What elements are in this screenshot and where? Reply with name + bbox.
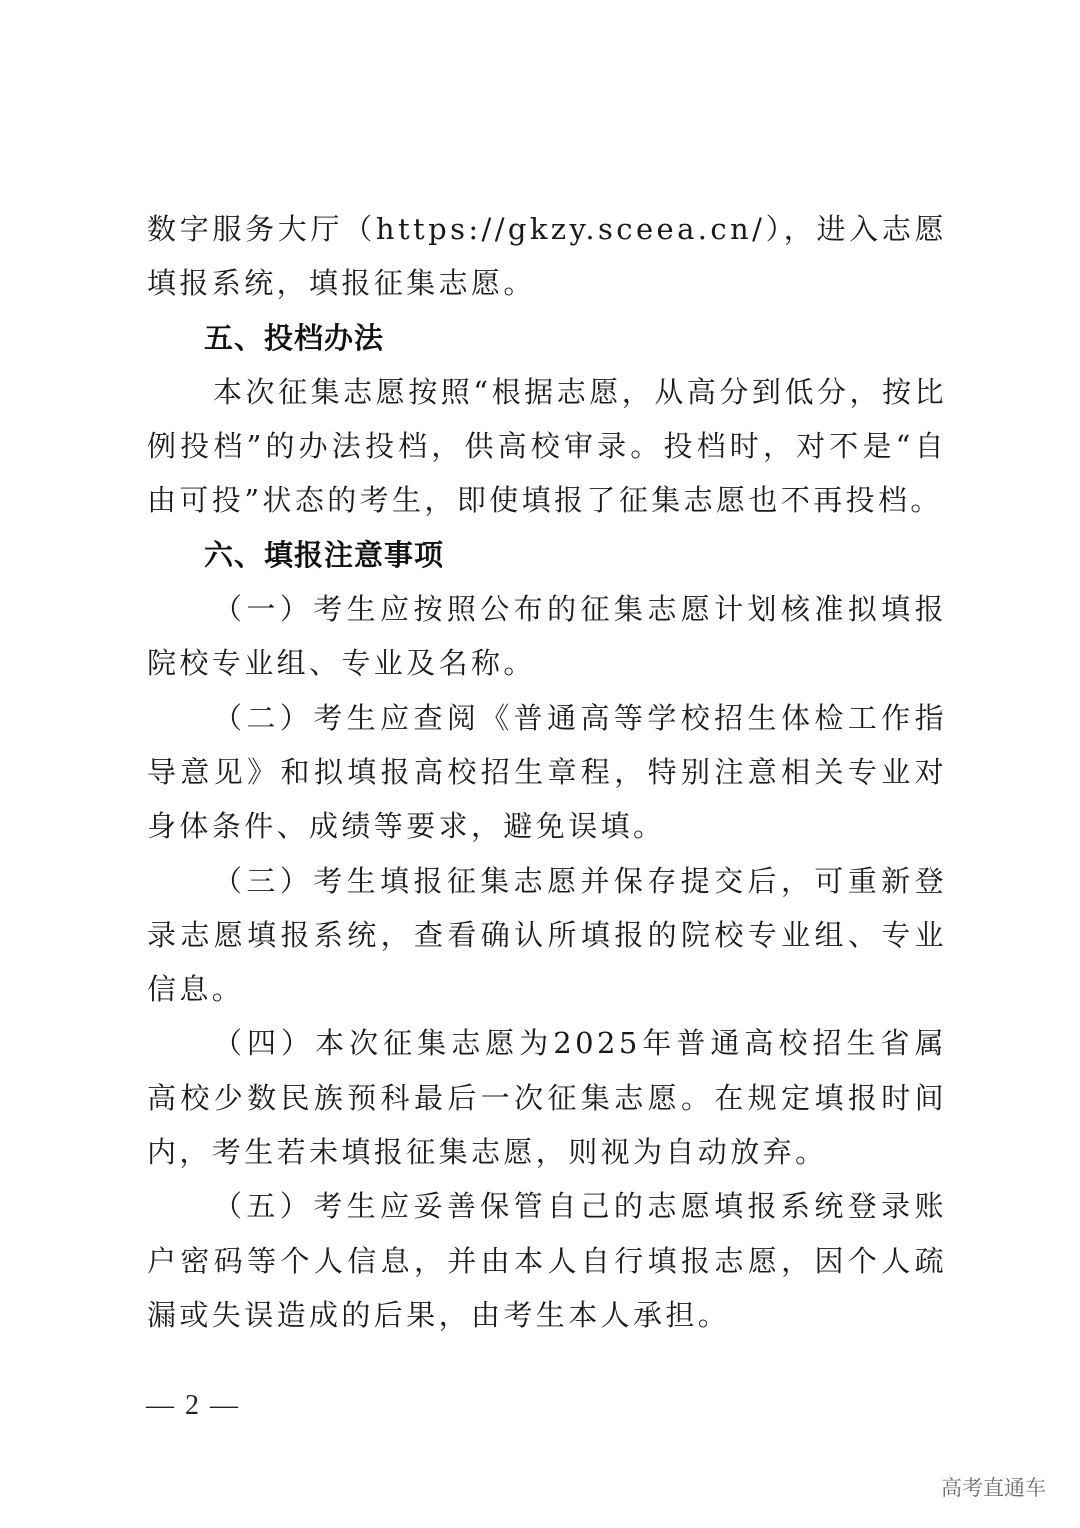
document-body	[147, 202, 947, 1342]
paragraph-note-2: （二）考生应查阅《普通高等学校招生体检工作指导意见》和拟填报高校招生章程，特别注意相关专业对身体条件、成绩等要求，避免误填。	[147, 700, 947, 844]
paragraph-admission-method: 本次征集志愿按照“根据志愿，从高分到低分，按比例投档”的办法投档，供高校审录。投档时，对不是“自由可投”状态的考生，即使填报了征集志愿也不再投档。	[147, 374, 947, 518]
paragraph-note-3: （三）考生填报征集志愿并保存提交后，可重新登录志愿填报系统，查看确认所填报的院校专业组、专业信息。	[147, 863, 947, 1007]
watermark-label: 高考直通车	[941, 1476, 1046, 1500]
paragraph-note-4: （四）本次征集志愿为2025年普通高校招生省属高校少数民族预科最后一次征集志愿。在规定填报时间内，考生若未填报征集志愿，则视为自动放弃。	[147, 1026, 947, 1170]
section-heading-6: 六、填报注意事项	[204, 537, 445, 572]
paragraph-continuation-url: 数字服务大厅（https://gkzy.sceea.cn/），进入志愿填报系统，填报征集志愿。	[147, 212, 947, 301]
paragraph-note-5: （五）考生应妥善保管自己的志愿填报系统登录账户密码等个人信息，并由本人自行填报志愿，因个人疏漏或失误造成的后果，由考生本人承担。	[147, 1189, 947, 1332]
section-heading-5: 五、投档办法	[204, 320, 385, 355]
page-number: — 2 —	[146, 1390, 240, 1421]
paragraph-note-1: （一）考生应按照公布的征集志愿计划核准拟填报院校专业组、专业及名称。	[147, 592, 947, 681]
